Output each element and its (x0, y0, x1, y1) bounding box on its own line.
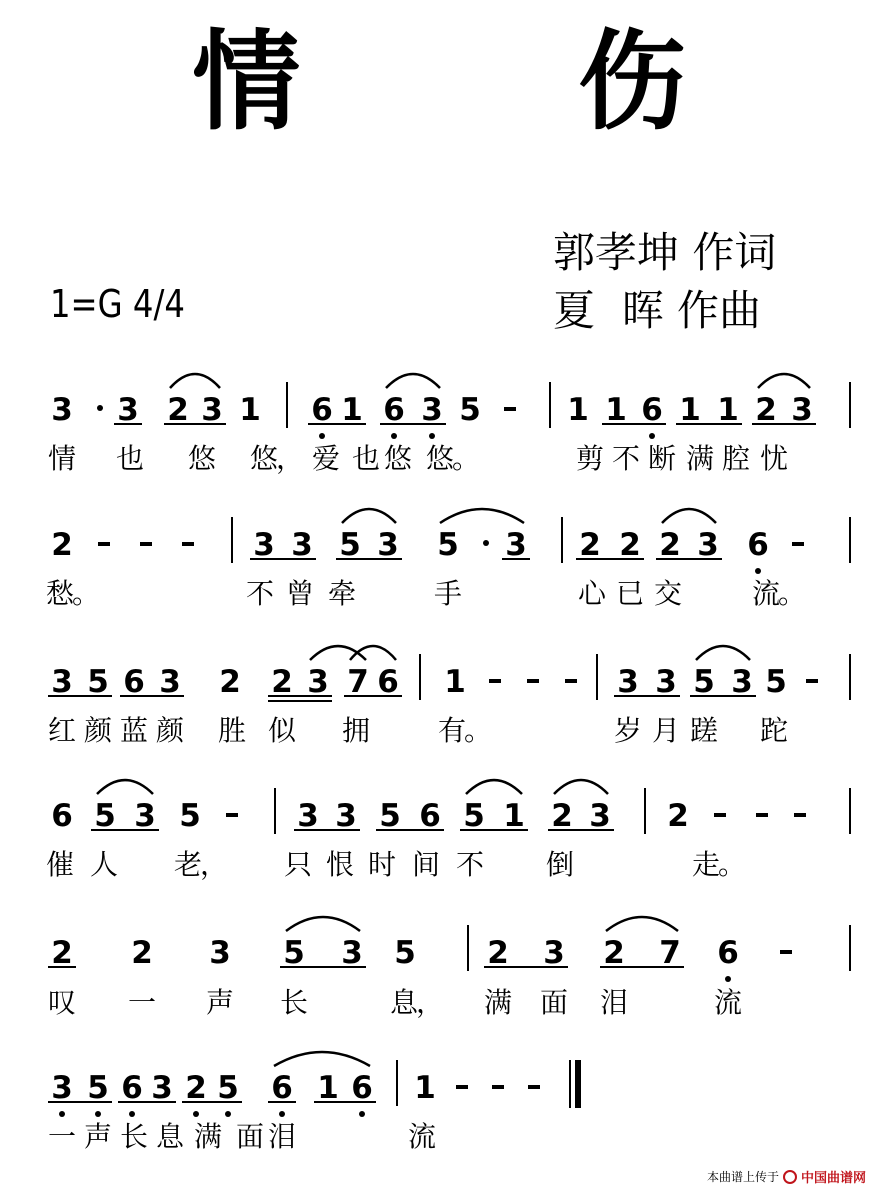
lyric-char: 息 (155, 1120, 185, 1153)
note: 3 (655, 664, 677, 700)
note: 2 (551, 798, 573, 834)
note: 5 (283, 935, 305, 971)
note: 6 (51, 798, 73, 834)
lyric-char: 曾 (285, 577, 315, 610)
note: 6 (123, 664, 145, 700)
octave-dot (391, 433, 397, 439)
note: 2 (487, 935, 509, 971)
final-bar-thick (575, 1060, 581, 1108)
note: 5 (339, 527, 361, 563)
note: 3 (253, 527, 275, 563)
dash (792, 542, 804, 546)
lyric-char: 悠 (425, 442, 455, 475)
lyric-char: 。 (451, 442, 481, 475)
dash (140, 542, 152, 546)
note: 3 (134, 798, 156, 834)
note: 1 (317, 1070, 339, 1106)
site-logo-icon (783, 1170, 797, 1184)
octave-dot (279, 1111, 285, 1117)
slur (97, 780, 153, 794)
lyric-char: 不 (245, 577, 275, 610)
note: 2 (603, 935, 625, 971)
note: 3 (543, 935, 565, 971)
footer-text: 本曲谱上传于 (706, 1170, 779, 1184)
note: 2 (755, 392, 777, 428)
dash (456, 1085, 468, 1089)
lyric-char: 走 (691, 848, 721, 881)
note: 2 (659, 527, 681, 563)
augmentation-dot (483, 540, 489, 546)
octave-dot (359, 1111, 365, 1117)
lyric-char: 声 (83, 1120, 113, 1153)
slur (350, 646, 396, 660)
lyric-char: 。 (463, 714, 493, 747)
note: 6 (271, 1070, 293, 1106)
note: 3 (617, 664, 639, 700)
lyric-char: 已 (615, 577, 645, 610)
lyric-char: 流 (713, 986, 743, 1019)
note: 3 (589, 798, 611, 834)
dash (527, 679, 539, 683)
note: 6 (121, 1070, 143, 1106)
slur (696, 646, 750, 660)
dash (756, 813, 768, 817)
note: 3 (421, 392, 443, 428)
dash (565, 679, 577, 683)
lyric-char: 心 (577, 577, 607, 610)
note: 3 (209, 935, 231, 971)
note: 1 (444, 664, 466, 700)
note: 3 (159, 664, 181, 700)
note: 5 (437, 527, 459, 563)
note: 3 (51, 1070, 73, 1106)
note: 6 (351, 1070, 373, 1106)
lyric-char: 颜 (83, 714, 113, 747)
lyric-char: 催 (45, 848, 75, 881)
lyric-char: ， (275, 442, 305, 475)
lyric-char: 岁 (613, 714, 643, 747)
lyric-char: 一 (47, 1120, 77, 1153)
note: 6 (377, 664, 399, 700)
note: 3 (117, 392, 139, 428)
note: 2 (579, 527, 601, 563)
lyric-char: 断 (647, 442, 677, 475)
note: 7 (659, 935, 681, 971)
octave-dot (319, 433, 325, 439)
note: 6 (311, 392, 333, 428)
lyric-char: 长 (279, 986, 309, 1019)
dash (780, 950, 792, 954)
note: 1 (239, 392, 261, 428)
lyric-char: 忧 (759, 442, 789, 475)
lyric-char: 跎 (759, 714, 789, 747)
note: 2 (51, 935, 73, 971)
slur (342, 509, 396, 523)
dash (226, 813, 238, 817)
slur (758, 374, 810, 388)
slur (170, 374, 220, 388)
note: 3 (51, 664, 73, 700)
dash (489, 679, 501, 683)
note: 3 (335, 798, 357, 834)
octave-dot (225, 1111, 231, 1117)
lyric-char: 颜 (155, 714, 185, 747)
slur (274, 1052, 370, 1066)
note: 2 (619, 527, 641, 563)
site-name: 中国曲谱网 (800, 1171, 866, 1186)
lyric-char: 悠 (249, 442, 279, 475)
lyric-char: 满 (483, 986, 513, 1019)
lyric-char: 流 (751, 577, 781, 610)
lyric-char: 胜 (217, 714, 247, 747)
lyric-char: 。 (71, 577, 101, 610)
lyric-char: 情 (47, 442, 77, 475)
note: 5 (379, 798, 401, 834)
lyric-char: 满 (193, 1120, 223, 1153)
dash (182, 542, 194, 546)
dash (528, 1085, 540, 1089)
lyric-char: 泪 (267, 1120, 297, 1153)
lyric-char: 面 (539, 986, 569, 1019)
note: 3 (377, 527, 399, 563)
lyric-char: 。 (717, 848, 747, 881)
lyric-char: 愁 (45, 577, 75, 610)
lyric-char: 一 (127, 986, 157, 1019)
lyric-char: 有 (437, 714, 467, 747)
lyric-char: 倒 (545, 848, 575, 881)
note: 5 (765, 664, 787, 700)
dash (806, 679, 818, 683)
note: 1 (605, 392, 627, 428)
octave-dot (193, 1111, 199, 1117)
note: 5 (394, 935, 416, 971)
lyric-char: 人 (89, 848, 119, 881)
note: 3 (307, 664, 329, 700)
lyric-char: 牵 (327, 577, 357, 610)
lyric-char: 恨 (325, 848, 355, 881)
lyric-char: 满 (685, 442, 715, 475)
lyric-char: 老 (173, 848, 203, 881)
dash (794, 813, 806, 817)
note: 2 (219, 664, 241, 700)
lyric-char: 也 (351, 442, 381, 475)
lyric-char: 悠 (383, 442, 413, 475)
dash (504, 407, 516, 411)
lyric-char: 长 (119, 1120, 149, 1153)
note: 1 (567, 392, 589, 428)
note: 6 (419, 798, 441, 834)
note: 3 (505, 527, 527, 563)
note: 5 (87, 1070, 109, 1106)
note: 6 (641, 392, 663, 428)
note: 1 (679, 392, 701, 428)
note: 1 (414, 1070, 436, 1106)
composer-credit: 夏 晖 作曲 (553, 286, 762, 335)
dash (98, 542, 110, 546)
note: 3 (151, 1070, 173, 1106)
lyric-char: 悠 (187, 442, 217, 475)
lyric-char: 叹 (47, 986, 77, 1019)
octave-dot (129, 1111, 135, 1117)
note: 1 (503, 798, 525, 834)
lyric-char: 间 (411, 848, 441, 881)
dash (714, 813, 726, 817)
song-title: 情 伤 (192, 19, 806, 145)
dash (492, 1085, 504, 1089)
note: 2 (51, 527, 73, 563)
octave-dot (429, 433, 435, 439)
octave-dot (95, 1111, 101, 1117)
footer (707, 1167, 866, 1186)
lyric-char: 交 (653, 577, 683, 610)
lyric-char: 声 (205, 986, 235, 1019)
lyric-char: 时 (367, 848, 397, 881)
note: 1 (341, 392, 363, 428)
slur (466, 780, 522, 794)
note: 2 (131, 935, 153, 971)
lyric-char: ， (199, 848, 229, 881)
octave-dot (649, 433, 655, 439)
slur (440, 509, 524, 523)
slur (606, 917, 678, 931)
lyric-char: 爱 (311, 442, 341, 475)
note: 1 (717, 392, 739, 428)
note: 5 (87, 664, 109, 700)
note: 3 (341, 935, 363, 971)
slur (662, 509, 716, 523)
lyric-char: 泪 (599, 986, 629, 1019)
lyric-char: 。 (777, 577, 807, 610)
note: 5 (693, 664, 715, 700)
note: 6 (747, 527, 769, 563)
lyric-char: 息 (389, 986, 419, 1019)
lyric-char: 只 (283, 848, 313, 881)
octave-dot (59, 1111, 65, 1117)
lyric-char: 蹉 (689, 714, 719, 747)
note: 6 (717, 935, 739, 971)
lyric-char: 也 (115, 442, 145, 475)
lyric-char: 流 (407, 1120, 437, 1153)
note: 3 (697, 527, 719, 563)
note: 3 (791, 392, 813, 428)
note: 3 (291, 527, 313, 563)
lyric-char: 不 (455, 848, 485, 881)
note: 2 (185, 1070, 207, 1106)
lyric-char: 拥 (341, 714, 371, 747)
key-signature: 1=G 4/4 (50, 282, 185, 326)
lyric-char: 月 (651, 714, 681, 747)
note: 5 (94, 798, 116, 834)
lyric-char: 红 (47, 714, 77, 747)
lyric-char: ， (415, 986, 445, 1019)
note: 5 (179, 798, 201, 834)
lyric-char: 剪 (575, 442, 605, 475)
note: 5 (459, 392, 481, 428)
octave-dot (725, 976, 731, 982)
lyric-char: 腔 (721, 442, 751, 475)
slur (386, 374, 440, 388)
note: 3 (731, 664, 753, 700)
lyric-char: 面 (235, 1120, 265, 1153)
note: 6 (383, 392, 405, 428)
note: 5 (217, 1070, 239, 1106)
note: 7 (347, 664, 369, 700)
lyric-char: 手 (433, 577, 463, 610)
octave-dot (755, 568, 761, 574)
note: 3 (51, 392, 73, 428)
slur (554, 780, 608, 794)
lyric-char: 蓝 (119, 714, 149, 747)
note: 2 (667, 798, 689, 834)
note: 2 (167, 392, 189, 428)
note: 3 (297, 798, 319, 834)
note: 3 (201, 392, 223, 428)
lyricist-credit: 郭孝坤 作词 (553, 228, 777, 277)
lyric-char: 不 (611, 442, 641, 475)
note: 2 (271, 664, 293, 700)
slur (286, 917, 360, 931)
lyric-char: 似 (267, 714, 297, 747)
note: 5 (463, 798, 485, 834)
augmentation-dot (97, 405, 103, 411)
